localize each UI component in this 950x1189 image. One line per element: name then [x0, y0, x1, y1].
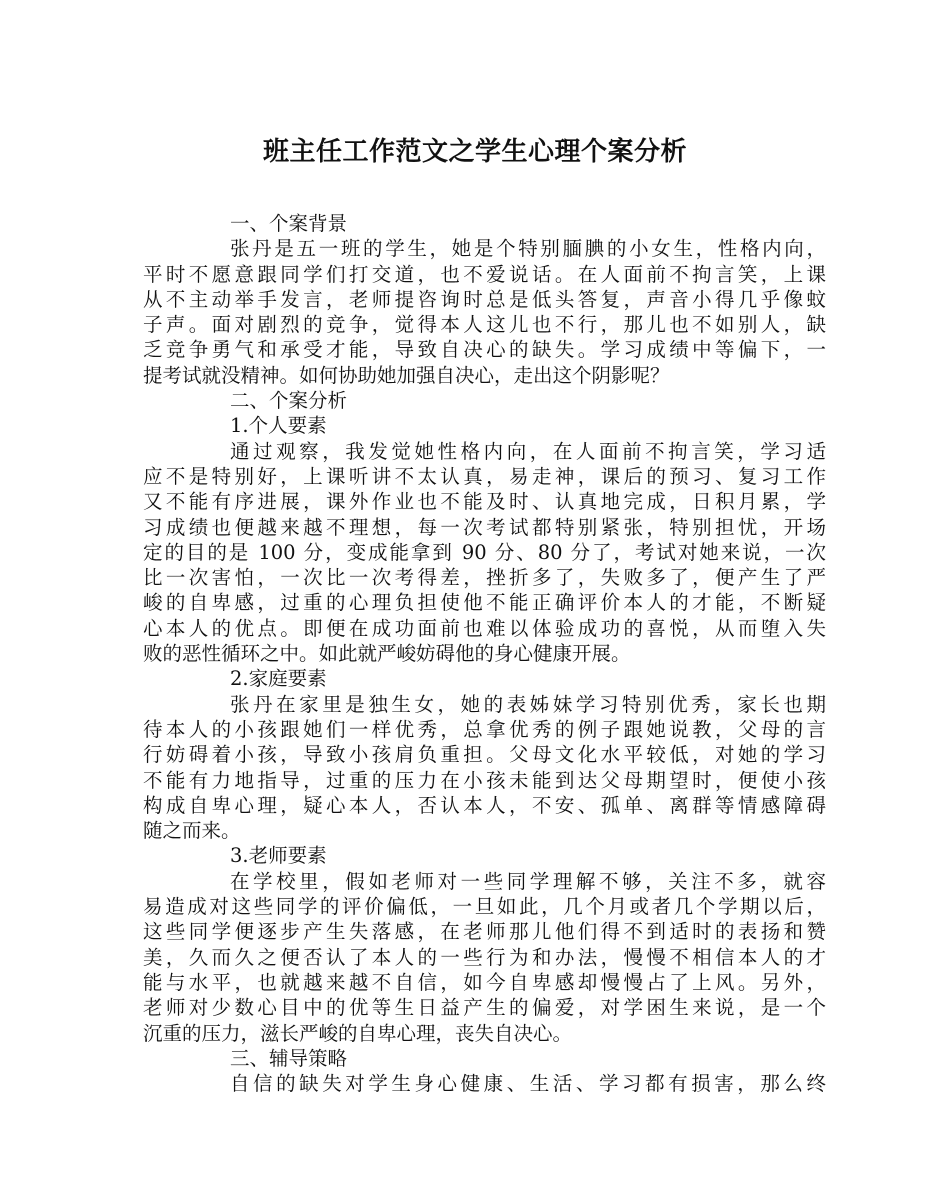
section-heading: 二、个案分析: [230, 389, 348, 413]
paragraph-first-line: 张丹在家里是独生女，她的表姊妹学习特别优秀，家长也期: [230, 692, 826, 716]
paragraph-line: 又不能有序进展，课外作业也不能及时、认真地完成，日积月累，学: [143, 490, 826, 514]
paragraph-line: 易造成对这些同学的评价偏低，一旦如此，几个月或者几个学期以后，: [143, 895, 826, 919]
paragraph-line: 比一次害怕，一次比一次考得差，挫折多了，失败多了，便产生了严: [143, 566, 826, 590]
paragraph-line: 峻的自卑感，过重的心理负担使他不能正确评价本人的才能，不断疑: [143, 591, 826, 615]
paragraph-last-line: 提考试就没精神。如何协助她加强自决心，走出这个阴影呢？: [143, 363, 670, 387]
paragraph-first-line: 通过观察，我发觉她性格内向，在人面前不拘言笑，学习适: [230, 439, 826, 463]
paragraph-line: 心本人的优点。即便在成功面前也难以体验成功的喜悦，从而堕入失: [143, 616, 826, 640]
paragraph-last-line: 随之而来。: [143, 819, 241, 843]
paragraph-line: 不能有力地指导，过重的压力在小孩未能到达父母期望时，便使小孩: [143, 768, 826, 792]
paragraph-first-line: 在学校里，假如老师对一些同学理解不够，关注不多，就容: [230, 869, 826, 893]
paragraph-line: 从不主动举手发言，老师提咨询时总是低头答复，声音小得几乎像蚊: [143, 287, 826, 311]
section-heading: 一、个案背景: [230, 212, 348, 235]
section-heading: 2.家庭要素: [230, 667, 327, 691]
document-title: 班主任工作范文之学生心理个案分析: [262, 137, 687, 167]
paragraph-last-line: 沉重的压力，滋长严峻的自卑心理，丧失自决心。: [143, 1021, 573, 1045]
paragraph-line: 待本人的小孩跟她们一样优秀，总拿优秀的例子跟她说教，父母的言: [143, 717, 826, 741]
paragraph-line: 构成自卑心理，疑心本人，否认本人，不安、孤单、离群等情感障碍: [143, 793, 826, 817]
paragraph-line: 应不是特别好，上课听讲不太认真，易走神，课后的预习、复习工作: [143, 464, 826, 488]
paragraph-line: 行妨碍着小孩，导致小孩肩负重担。父母文化水平较低，对她的学习: [143, 743, 826, 767]
paragraph-last-line: 败的恶性循环之中。如此就严峻妨碍他的身心健康开展。: [143, 642, 631, 666]
paragraph-line: 习成绩也便越来越不理想，每一次考试都特别紧张，特别担忧，开场: [143, 515, 826, 539]
paragraph-first-line: 自信的缺失对学生身心健康、生活、学习都有损害，那么终: [230, 1072, 826, 1096]
paragraph-line: 子声。面对剧烈的竞争，觉得本人这儿也不行，那儿也不如别人，缺: [143, 313, 826, 337]
section-heading: 1.个人要素: [230, 414, 327, 438]
section-heading: 三、辅导策略: [230, 1046, 348, 1070]
paragraph-line: 美，久而久之便否认了本人的一些行为和办法，慢慢不相信本人的才: [143, 945, 826, 969]
section-heading: 3.老师要素: [230, 844, 327, 868]
paragraph-line: 定的目的是 100 分，变成能拿到 90 分、80 分了，考试对她来说，一次: [143, 540, 826, 564]
paragraph-line: 老师对少数心目中的优等生日益产生的偏爱，对学困生来说，是一个: [143, 996, 826, 1020]
document-body: [143, 211, 826, 1096]
paragraph-line: 能与水平，也就越来越不自信，如今自卑感却慢慢占了上风。另外，: [143, 970, 826, 994]
paragraph-line: 乏竞争勇气和承受才能，导致自决心的缺失。学习成绩中等偏下，一: [143, 338, 826, 362]
paragraph-line: 平时不愿意跟同学们打交道，也不爱说话。在人面前不拘言笑，上课: [143, 262, 826, 286]
paragraph-first-line: 张丹是五一班的学生，她是个特别腼腆的小女生，性格内向，: [230, 237, 826, 261]
paragraph-line: 这些同学便逐步产生失落感，在老师那儿他们得不到适时的表扬和赞: [143, 920, 826, 944]
